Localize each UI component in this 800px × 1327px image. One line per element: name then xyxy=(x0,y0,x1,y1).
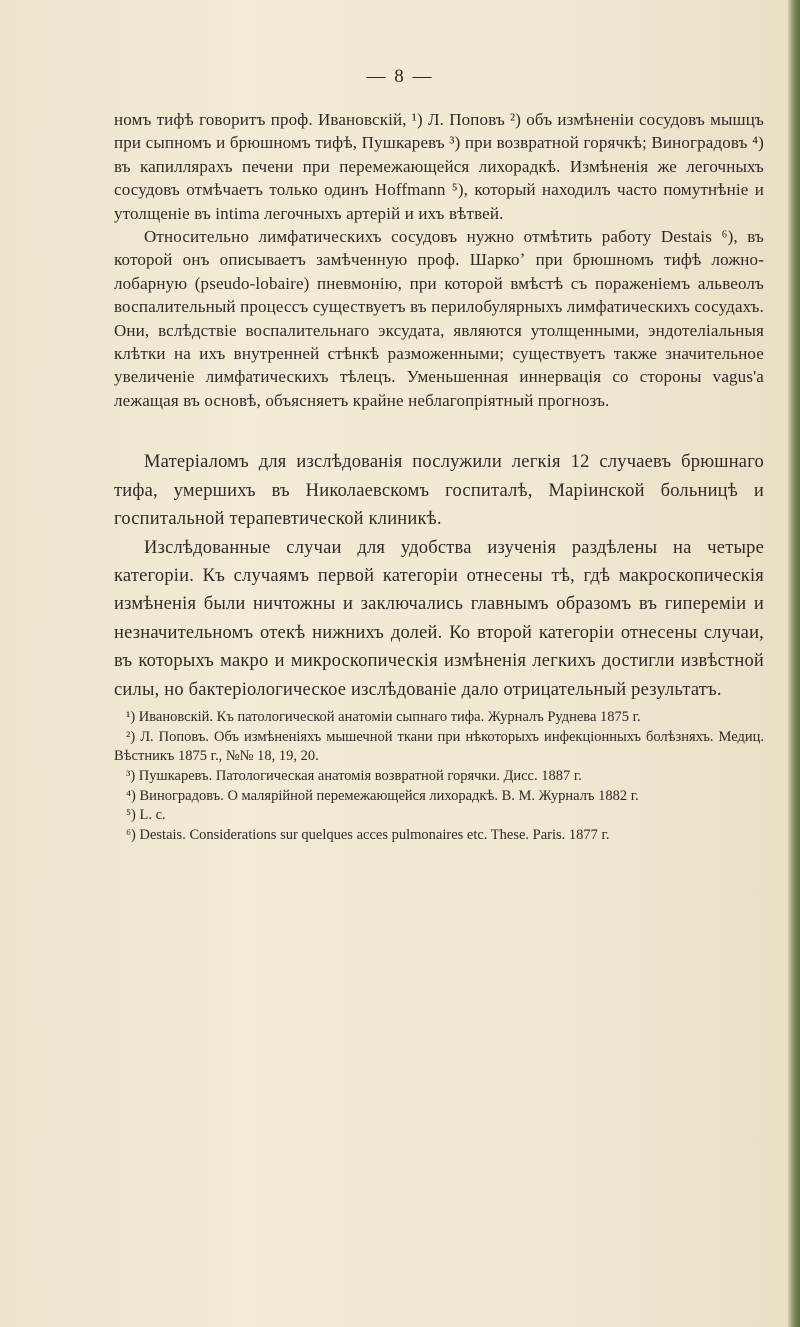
page-number: — 8 — xyxy=(366,66,434,87)
section-gap xyxy=(114,412,764,448)
footnotes xyxy=(114,708,764,846)
paragraph-material: Матеріаломъ для изслѣдованія послужили легкія 12 случаевъ брюшнаго тифа, умершихъ въ Николаевскомъ госпиталѣ, Маріинской больницѣ и госпитальной терапевтической клиникѣ. xyxy=(114,452,764,530)
paragraph-lymphatic-vessels: Относительно лимфатическихъ сосудовъ нужно отмѣтить работу Destais ⁶), въ которой онъ описываетъ замѣченную проф. Шаркоʼ при брюшномъ тифѣ ложно-лобарную (pseudo-lobaire) пневмонію, при которой вмѣстѣ съ пораженіемъ альвеолъ воспалительный процессъ существуетъ въ перилобулярныхъ лимфатическихъ сосудахъ. Они, вслѣдствіе воспалительнаго эксудата, являются утолщенными, эндотеліальныя клѣтки на ихъ внутренней стѣнкѣ разможенными; существуетъ также значительное увеличеніе лимфатическихъ тѣлецъ. Уменьшенная иннервація со стороны vagus'а лежащая въ основѣ, объясняетъ крайне неблагопріятный прогнозъ. xyxy=(114,227,765,410)
footnote-4: ⁴) Виноградовъ. О малярійной перемежающейся лихорадкѣ. В. М. Журналъ 1882 г. xyxy=(126,787,639,804)
footnote-2: ²) Л. Поповъ. Объ измѣненіяхъ мышечной ткани при нѣкоторыхъ инфекціонныхъ болѣзняхъ. Медиц. Вѣстникъ 1875 г., №№ 18, 19, 20. xyxy=(114,728,764,765)
footnote-6: ⁶) Destais. Considerations sur quelques acces pulmonaires etc. These. Paris. 1877 г. xyxy=(126,827,610,844)
footnote-5: ⁵) L. c. xyxy=(126,807,166,824)
paragraph-categories: Изслѣдованные случаи для удобства изученія раздѣлены на четыре категоріи. Къ случаямъ первой категоріи отнесены тѣ, гдѣ макроскопическія измѣненія были ничтожны и заключались главнымъ образомъ въ гипереміи и незначительномъ отекѣ нижнихъ долей. Ко второй категоріи отнесены случаи, въ которыхъ макро и микроскопическія измѣненія легкихъ достигли извѣстной силы, но бактеріологическое изслѣдованіе дало отрицательный результатъ. xyxy=(114,537,764,700)
footnote-3: ³) Пушкаревъ. Патологическая анатомія возвратной горячки. Дисс. 1887 г. xyxy=(126,768,582,785)
page-body xyxy=(114,108,764,846)
paragraph-continuation: номъ тифѣ говоритъ проф. Ивановскій, ¹) Л. Поповъ ²) объ измѣненіи сосудовъ мышцъ при сыпномъ и брюшномъ тифѣ, Пушкаревъ ³) при возвратной горячкѣ; Виноградовъ ⁴) въ капиллярахъ печени при перемежающейся лихорадкѣ. Измѣненія же легочныхъ сосудовъ отмѣчаетъ только одинъ Hoffmann ⁵), который находилъ часто помутнѣніе и утолщеніе въ intima легочныхъ артерій и ихъ вѣтвей. xyxy=(114,110,764,223)
footnote-1: ¹) Ивановскій. Къ патологической анатоміи сыпнаго тифа. Журналъ Руднева 1875 г. xyxy=(126,708,641,725)
book-edge xyxy=(788,0,800,1327)
